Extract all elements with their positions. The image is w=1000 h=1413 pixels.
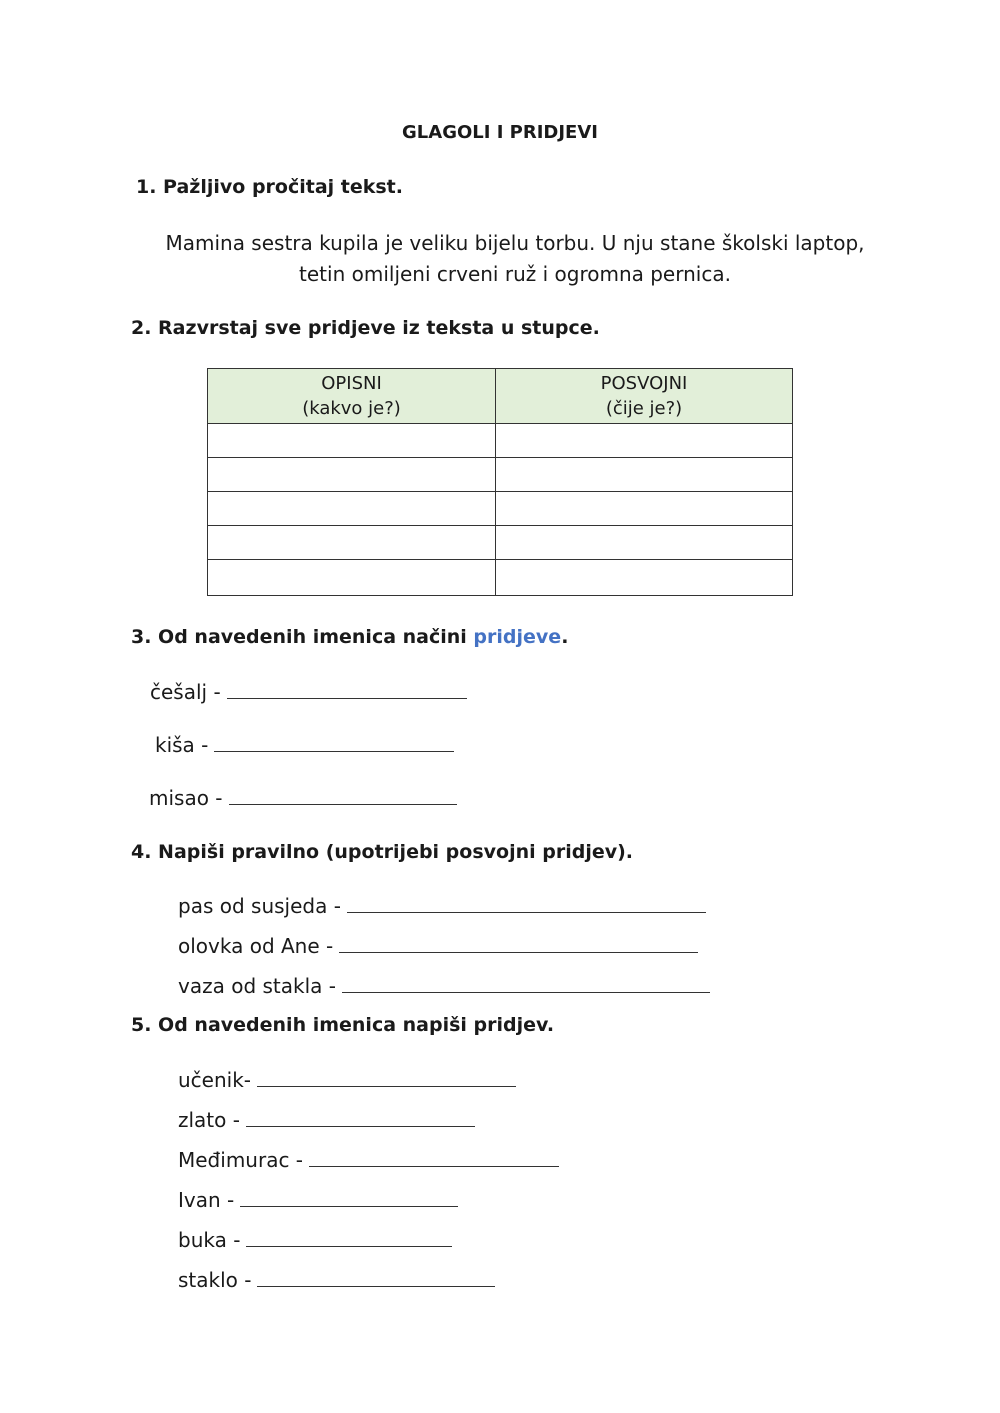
column-label: POSVOJNI	[600, 373, 688, 394]
answer-blank[interactable]	[214, 733, 454, 752]
item-label: kiša -	[155, 733, 209, 757]
column-question: (čije je?)	[605, 398, 683, 419]
item-label: buka -	[178, 1228, 241, 1252]
answer-blank[interactable]	[342, 974, 710, 993]
task3-heading-prefix: 3. Od navedenih imenica načini	[131, 626, 474, 648]
task5-item	[178, 1228, 452, 1252]
answer-blank[interactable]	[257, 1068, 516, 1087]
task1-passage	[0, 228, 1000, 290]
task1-heading: 1. Pažljivo pročitaj tekst.	[136, 176, 403, 198]
task5-item	[178, 1188, 458, 1212]
table-header-row	[208, 369, 793, 424]
answer-cell-posvojni[interactable]	[496, 560, 793, 596]
sorting-table	[207, 368, 793, 596]
task2-heading: 2. Razvrstaj sve pridjeve iz teksta u stupce.	[131, 317, 600, 339]
column-header-opisni	[208, 369, 496, 424]
column-question: (kakvo je?)	[302, 398, 401, 419]
item-label: olovka od Ane -	[178, 934, 334, 958]
column-header-posvojni	[496, 369, 793, 424]
answer-cell-opisni[interactable]	[208, 492, 496, 526]
task4-item	[178, 894, 706, 918]
item-label: učenik-	[178, 1068, 252, 1092]
item-label: češalj -	[150, 680, 221, 704]
column-label: OPISNI	[321, 373, 382, 394]
item-label: pas od susjeda -	[178, 894, 341, 918]
answer-blank[interactable]	[246, 1228, 452, 1247]
answer-blank[interactable]	[257, 1268, 495, 1287]
answer-blank[interactable]	[229, 786, 457, 805]
passage-line-2: tetin omiljeni crveni ruž i ogromna pernica.	[299, 262, 731, 286]
answer-cell-posvojni[interactable]	[496, 458, 793, 492]
task5-item	[178, 1068, 516, 1092]
task5-item	[178, 1108, 475, 1132]
item-label: zlato -	[178, 1108, 240, 1132]
table-row	[208, 424, 793, 458]
table-row	[208, 526, 793, 560]
answer-blank[interactable]	[227, 680, 467, 699]
answer-blank[interactable]	[240, 1188, 458, 1207]
table-row	[208, 492, 793, 526]
answer-cell-opisni[interactable]	[208, 424, 496, 458]
task3-heading-highlight: pridjeve	[473, 626, 562, 648]
answer-blank[interactable]	[309, 1148, 559, 1167]
item-label: staklo -	[178, 1268, 252, 1292]
task3-item	[155, 733, 454, 757]
answer-cell-posvojni[interactable]	[496, 492, 793, 526]
item-label: vaza od stakla -	[178, 974, 336, 998]
task4-item	[178, 934, 698, 958]
item-label: misao -	[149, 786, 223, 810]
answer-cell-opisni[interactable]	[208, 526, 496, 560]
task3-heading	[131, 626, 568, 648]
task5-heading: 5. Od navedenih imenica napiši pridjev.	[131, 1014, 555, 1036]
task4-item	[178, 974, 710, 998]
task3-item	[149, 786, 457, 810]
table-row	[208, 560, 793, 596]
answer-cell-posvojni[interactable]	[496, 526, 793, 560]
task3-heading-suffix: .	[561, 626, 569, 648]
answer-blank[interactable]	[347, 894, 706, 913]
item-label: Ivan -	[178, 1188, 235, 1212]
task5-item	[178, 1268, 495, 1292]
table-row	[208, 458, 793, 492]
answer-cell-posvojni[interactable]	[496, 424, 793, 458]
answer-cell-opisni[interactable]	[208, 560, 496, 596]
task3-item	[150, 680, 467, 704]
passage-line-1: Mamina sestra kupila je veliku bijelu torbu. U nju stane školski laptop,	[165, 231, 865, 255]
answer-blank[interactable]	[246, 1108, 475, 1127]
page-title: GLAGOLI I PRIDJEVI	[402, 122, 598, 143]
answer-cell-opisni[interactable]	[208, 458, 496, 492]
task4-heading: 4. Napiši pravilno (upotrijebi posvojni pridjev).	[131, 841, 634, 863]
answer-blank[interactable]	[339, 934, 698, 953]
item-label: Međimurac -	[178, 1148, 304, 1172]
task5-item	[178, 1148, 559, 1172]
